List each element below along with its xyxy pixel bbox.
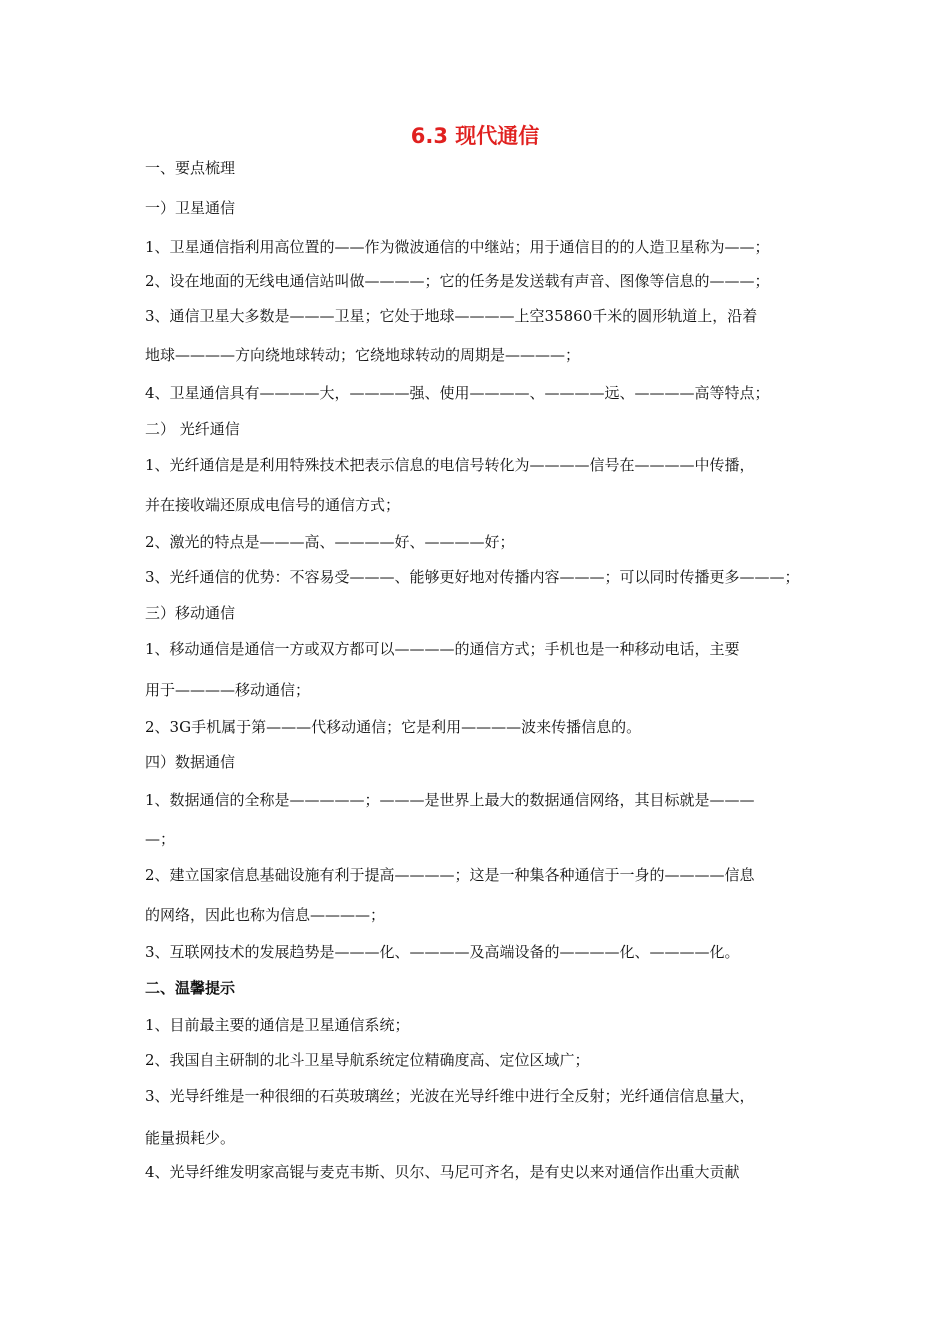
paragraph-line: 4、光导纤维发明家高锟与麦克韦斯、贝尔、马尼可齐名，是有史以来对通信作出重大贡献 xyxy=(145,1163,740,1181)
paragraph-line: 2、3G手机属于第———代移动通信；它是利用————波来传播信息的。 xyxy=(145,718,642,736)
paragraph-line: 3、通信卫星大多数是———卫星；它处于地球————上空35860千米的圆形轨道上，沿着 xyxy=(145,307,758,325)
paragraph-line: 1、光纤通信是是利用特殊技术把表示信息的电信号转化为————信号在————中传播， xyxy=(145,456,755,474)
paragraph-line: 1、移动通信是通信一方或双方都可以————的通信方式；手机也是一种移动电话，主要 xyxy=(145,640,740,658)
paragraph-line: 2、建立国家信息基础设施有利于提高————；这是一种集各种通信于一身的————信息 xyxy=(145,866,755,884)
paragraph-line: 2、我国自主研制的北斗卫星导航系统定位精确度高、定位区域广； xyxy=(145,1051,590,1069)
document-title: 6.3 现代通信 xyxy=(410,124,540,148)
section-heading: 一、要点梳理 xyxy=(145,159,236,177)
subsection-heading: 一）卫星通信 xyxy=(145,199,236,217)
paragraph-line: 地球————方向绕地球转动；它绕地球转动的周期是————； xyxy=(145,346,581,364)
subsection-heading: 四）数据通信 xyxy=(145,753,236,771)
paragraph-line: 1、卫星通信指利用高位置的——作为微波通信的中继站；用于通信目的的人造卫星称为——； xyxy=(145,238,770,256)
subsection-heading: 三）移动通信 xyxy=(145,604,236,622)
paragraph-line: 用于————移动通信； xyxy=(145,681,311,699)
paragraph-line: 的网络，因此也称为信息————； xyxy=(145,906,386,924)
paragraph-line: 1、目前最主要的通信是卫星通信系统； xyxy=(145,1016,410,1034)
paragraph-line: —； xyxy=(145,830,176,848)
paragraph-line: 并在接收端还原成电信号的通信方式； xyxy=(145,496,401,514)
paragraph-line: 3、光纤通信的优势：不容易受———、能够更好地对传播内容———；可以同时传播更多———； xyxy=(145,568,800,586)
paragraph-line: 能量损耗少。 xyxy=(145,1129,236,1147)
paragraph-line: 1、数据通信的全称是—————；———是世界上最大的数据通信网络，其目标就是——— xyxy=(145,791,755,809)
paragraph-line: 3、互联网技术的发展趋势是———化、————及高端设备的————化、————化。 xyxy=(145,943,740,961)
subsection-heading: 二） 光纤通信 xyxy=(145,420,240,438)
paragraph-line: 2、设在地面的无线电通信站叫做————；它的任务是发送载有声音、图像等信息的———； xyxy=(145,272,770,290)
section-heading: 二、温馨提示 xyxy=(145,979,236,997)
paragraph-line: 3、光导纤维是一种很细的石英玻璃丝；光波在光导纤维中进行全反射；光纤通信信息量大， xyxy=(145,1087,755,1105)
paragraph-line: 4、卫星通信具有————大，————强、使用————、————远、————高等特点； xyxy=(145,384,770,402)
paragraph-line: 2、激光的特点是———高、————好、————好； xyxy=(145,533,515,551)
